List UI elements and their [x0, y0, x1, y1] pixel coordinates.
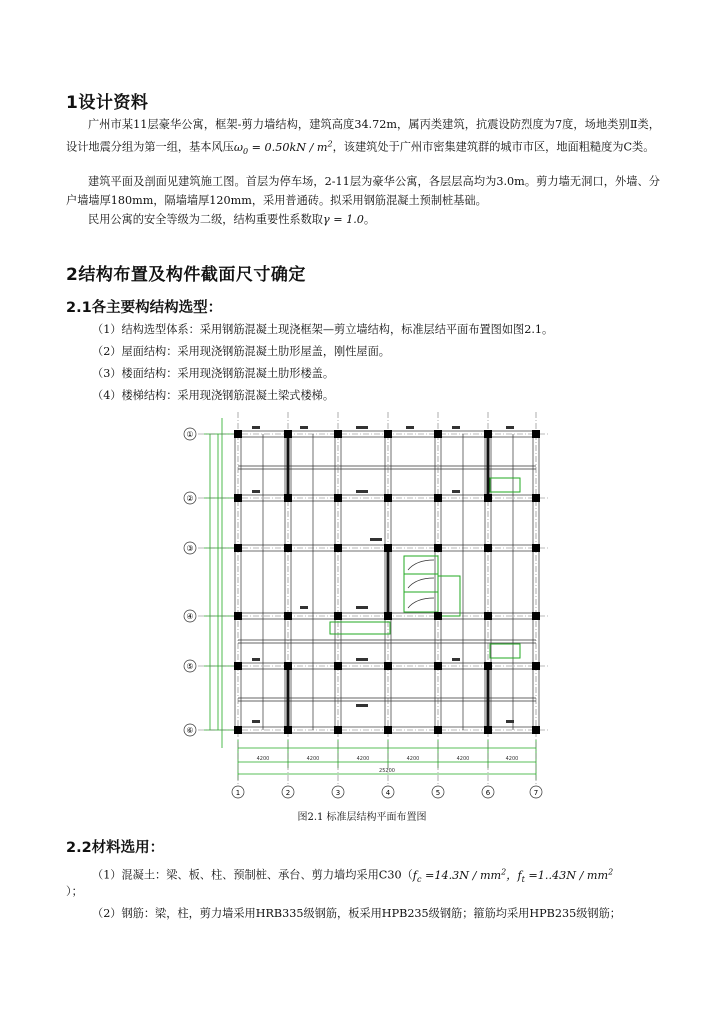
column-axis-label: 1 [235, 789, 241, 797]
material-steel-item: （2）钢筋：梁，柱，剪力墙采用HRB335级钢筋，板采用HPB235级钢筋；箍筋均采用HPB235级钢筋； [92, 907, 621, 920]
section-2-1-title: 2.1各主要构结构选型： [66, 300, 223, 316]
dimension-label: 4200 [356, 756, 370, 762]
material-concrete-item: （1）混凝土：梁、板、柱、预制桩、承台、剪力墙均采用$C30(f_c =14.3N / mm^2$，$f_t =1..43N / mm^2$ [92, 867, 614, 884]
row-axis-label: ② [186, 494, 194, 503]
material-concrete-item-end: ）； [66, 885, 83, 898]
dimension-label: 4200 [505, 756, 519, 762]
dimension-label: 4200 [306, 756, 320, 762]
dimension-label: 4200 [456, 756, 470, 762]
column-axis-label: 7 [533, 789, 539, 797]
row-axis-markers [184, 428, 196, 736]
section-2-2-title: 2.2材料选用： [66, 840, 165, 856]
paragraph-text: 广州市某11层豪华公寓，框架-剪力墙结构，建筑高度34.72m，属丙类建筑，抗震设防烈度为7度，场地类别Ⅱ类，设计地震分组为第一组，基本风压 [66, 118, 660, 154]
row-axis-label: ⑤ [186, 662, 194, 671]
stair-core [330, 478, 520, 658]
paragraph-text: ，该建筑处于广州市密集建筑群的城市市区，地面粗糙度为C类。 [332, 140, 655, 154]
list-item: （4）楼梯结构：采用现浇钢筋混凝土梁式楼梯。 [92, 389, 335, 402]
grid-axis-lines [198, 412, 550, 786]
row-axis-label: ① [186, 430, 194, 439]
total-dimension-label: 25200 [379, 768, 395, 774]
concrete-strength-formula: $f_c =14.3N / mm^2$，$f_t =1..43N / mm^2$ [412, 867, 614, 884]
dimension-label: 4200 [256, 756, 270, 762]
section-1-paragraph-3: 民用公寓的安全等级为二级，结构重要性系数取γ = 1.0。 [88, 213, 376, 226]
column-axis-label: 5 [435, 789, 441, 797]
column-axis-label: 3 [335, 789, 341, 797]
structural-floor-plan [180, 408, 560, 800]
wind-pressure-formula: $\omega_0 = 0.50kN / m^2$ [233, 139, 333, 156]
stair-flights [408, 560, 434, 608]
column-axis-label: 6 [485, 789, 491, 797]
horizontal-dimension-lines [238, 740, 536, 780]
list-item: （1）结构选型体系：采用钢筋混凝土现浇框架—剪立墙结构，标准层结平面布置图如图2.1。 [92, 323, 554, 336]
column-axis-markers [232, 786, 542, 798]
vertical-dimension-lines [204, 418, 240, 748]
list-item: （2）屋面结构：采用现浇钢筋混凝土肋形屋盖，刚性屋面。 [92, 345, 390, 358]
figure-caption: 图2.1 标准层结构平面布置图 [297, 812, 427, 823]
importance-factor-formula: γ = 1.0 [322, 213, 364, 226]
row-axis-label: ④ [186, 612, 194, 621]
column-axis-label: 4 [385, 789, 391, 797]
section-1-paragraph-2: 建筑平面及剖面见建筑施工图。首层为停车场，2-11层为豪华公寓，各层层高均为3.0m。剪力墙无洞口，外墙、分户墙墙厚180mm，隔墙墙厚120mm，采用普通砖。拟采用钢筋混凝土预制桩基础。 [66, 175, 660, 207]
column-axis-label: 2 [285, 789, 291, 797]
section-2-title: 2结构布置及构件截面尺寸确定 [66, 265, 306, 285]
dimension-label: 4200 [406, 756, 420, 762]
section-1-title: 1设计资料 [66, 93, 149, 113]
row-axis-label: ⑥ [186, 726, 194, 735]
row-axis-label: ③ [186, 544, 194, 553]
section-1-paragraph-1 [66, 115, 660, 161]
list-item: （3）楼面结构：采用现浇钢筋混凝土肋形楼盖。 [92, 367, 335, 380]
dimension-labels [257, 756, 519, 774]
